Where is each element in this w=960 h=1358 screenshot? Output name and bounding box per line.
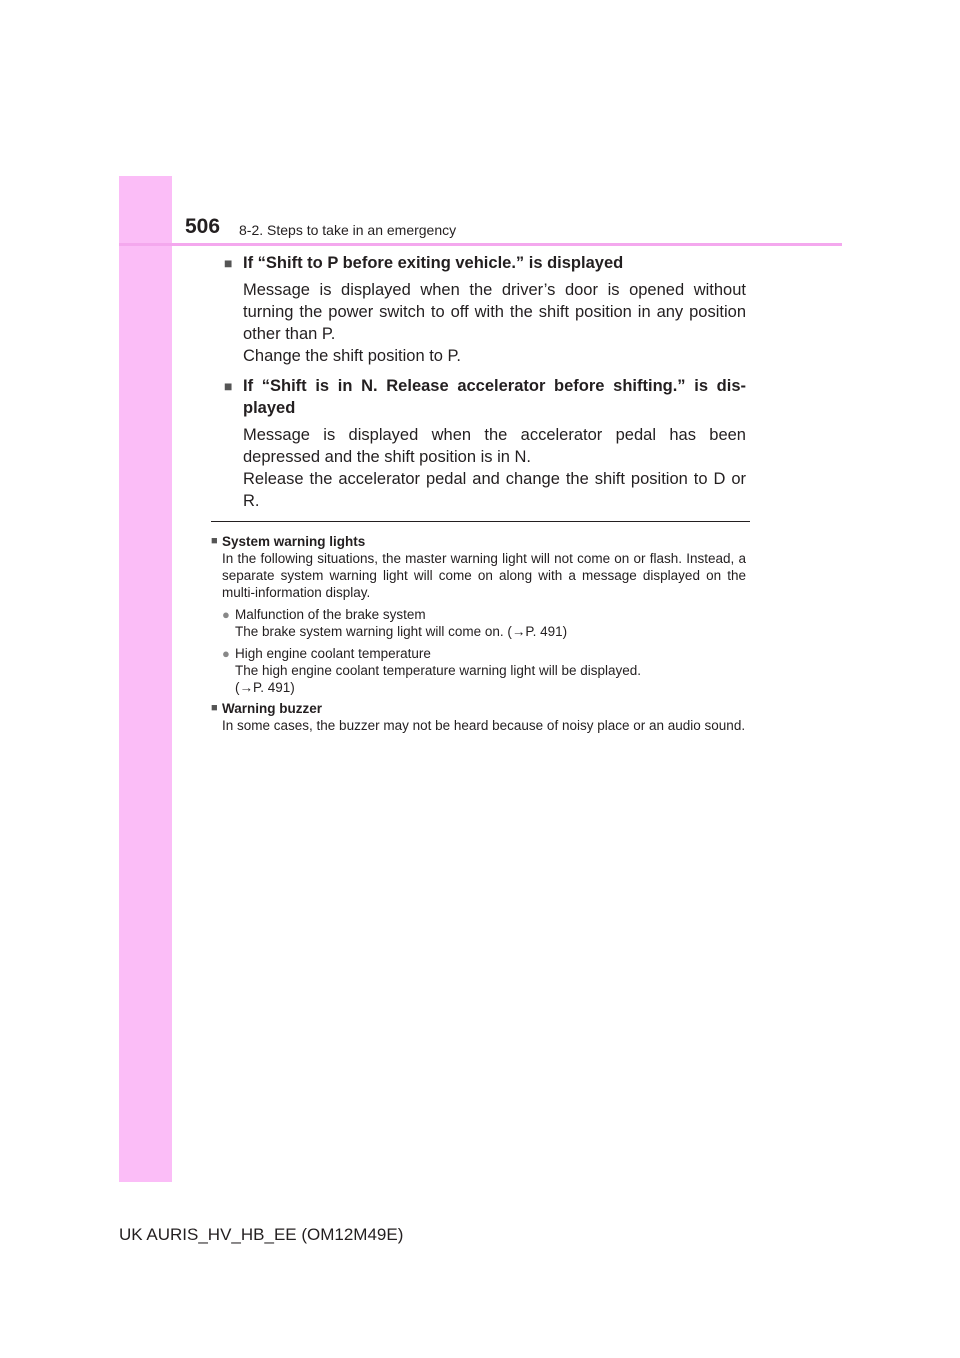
main-content xyxy=(224,252,746,512)
page-number: 506 xyxy=(185,215,221,238)
note-heading: ■ System warning lights xyxy=(211,534,366,549)
notes-divider xyxy=(211,521,750,522)
topic-heading: ■ If “Shift is in N. Release accelerator before shifting.” is dis-played xyxy=(224,377,746,417)
list-item: ● Malfunction of the brake system The brake system warning light will come on. (→P. 491) xyxy=(222,607,568,639)
square-bullet-icon: ■ xyxy=(224,378,233,394)
section-title: 8-2. Steps to take in an emergency xyxy=(239,222,457,238)
circle-bullet-icon: ● xyxy=(222,646,230,661)
list-item: ● High engine coolant temperature The high engine coolant temperature warning light will be displayed. (→P. 491) xyxy=(222,646,641,695)
note-heading: ■ Warning buzzer xyxy=(211,701,322,716)
note-system-warning-lights xyxy=(211,533,746,696)
notes-section xyxy=(211,529,746,734)
header-rule xyxy=(119,243,842,246)
note-body: In the following situations, the master warning light will not come on or flash. Instead, a separate system warning light will come on along with a message displayed on the multi-information display. xyxy=(222,551,746,600)
chapter-side-tab xyxy=(119,176,172,1182)
note-body: In some cases, the buzzer may not be heard because of noisy place or an audio sound. xyxy=(222,718,746,733)
square-bullet-icon: ■ xyxy=(224,255,233,271)
circle-bullet-icon: ● xyxy=(222,607,230,622)
topic-shift-in-n xyxy=(224,375,746,512)
topic-heading: ■ If “Shift to P before exiting vehicle.” is displayed xyxy=(224,254,624,272)
square-bullet-icon: ■ xyxy=(211,702,218,714)
square-bullet-icon: ■ xyxy=(211,535,218,547)
topic-paragraph: Message is displayed when the accelerator pedal has been depressed and the shift position is in N. Release the accelerator pedal and change the shift position to D or R. xyxy=(243,426,746,510)
topic-paragraph: Message is displayed when the driver’s door is opened without turning the power switch to off with the shift position in any position other than P. Change the shift position to P. xyxy=(243,281,746,365)
model-code-footer: UK AURIS_HV_HB_EE (OM12M49E) xyxy=(119,1225,404,1244)
topic-shift-to-p xyxy=(224,252,746,367)
note-warning-buzzer xyxy=(211,700,746,734)
